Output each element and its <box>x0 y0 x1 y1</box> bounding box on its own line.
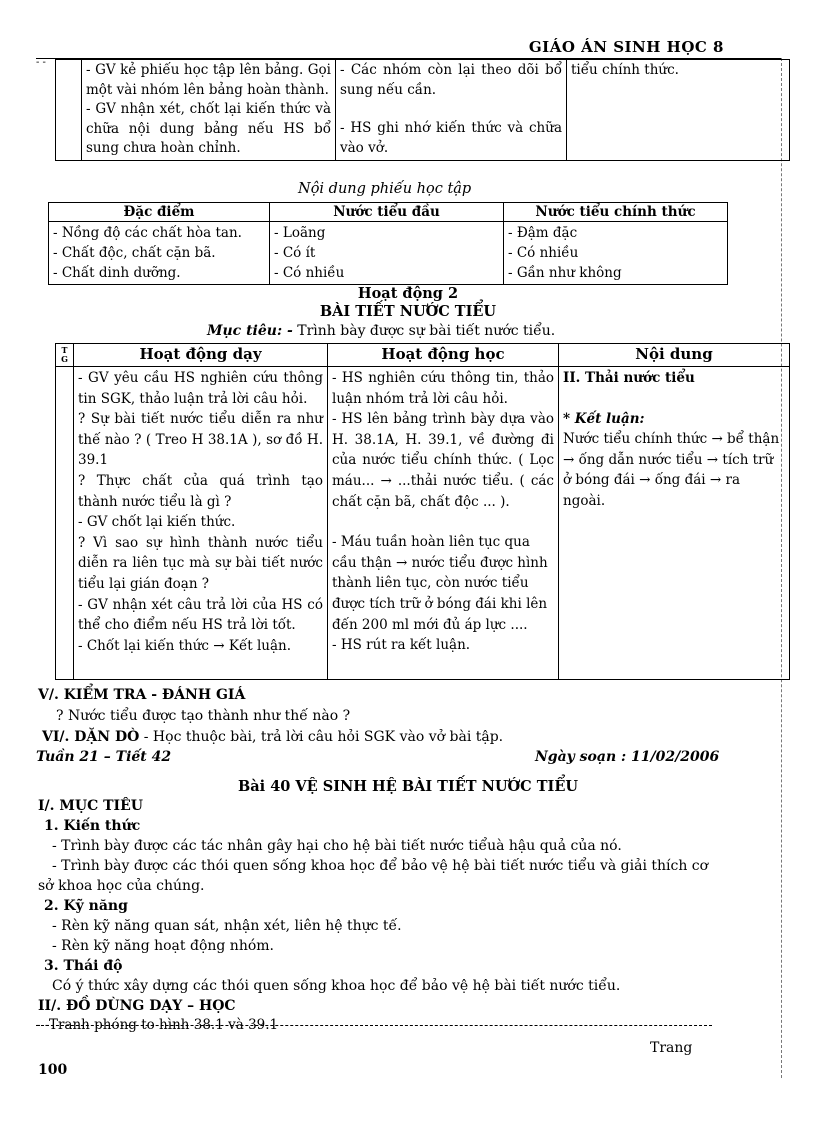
knowledge-item: - Trình bày được các tác nhân gây hại cho hệ bài tiết nước tiểuà hậu quả của nó. <box>52 838 622 854</box>
column-header: Hoạt động dạy <box>74 344 328 367</box>
tg-cell <box>56 367 74 680</box>
knowledge-item-cont: sở khoa học của chúng. <box>38 878 205 894</box>
teacher-cell <box>82 60 336 161</box>
teacher-step: - GV chốt lại kiến thức. <box>78 514 236 531</box>
skills-heading: 2. Kỹ năng <box>44 898 128 914</box>
teacher-activities <box>74 367 328 680</box>
worksheet-header: Nước tiểu chính thức <box>504 203 728 222</box>
student-step: - HS ghi nhớ kiến thức và chữa vào vở. <box>340 120 562 156</box>
section-objectives-title: I/. MỤC TIÊU <box>38 798 143 814</box>
teacher-question: ? Thực chất của quá trình tạo thành nước tiểu là gì ? <box>78 472 323 510</box>
student-step: - HS lên bảng trình bày dựa vào H. 38.1A, H. 39.1, về đường đi của nước tiểu chính thức. ( Lọc máu... → ...thải nước tiểu. ( các chất cặn bã, chất độc ... ). <box>332 411 554 510</box>
knowledge-item: - Trình bày được các thói quen sống khoa học để bảo vệ hệ bài tiết nước tiểu và giải thích cơ <box>52 858 709 874</box>
worksheet-cell: - Có ít <box>274 245 316 261</box>
tg-cell <box>56 60 82 161</box>
teacher-step: - GV yêu cầu HS nghiên cứu thông tin SGK, thảo luận trả lời câu hỏi. <box>78 370 323 407</box>
continuation-table <box>55 59 790 161</box>
teacher-step: - GV nhận xét, chốt lại kiến thức và chữa nội dung bảng nếu HS bổ sung chưa hoàn chỉnh. <box>86 101 331 156</box>
objective-label: Mục tiêu: - <box>207 323 293 339</box>
objective-text: Trình bày được sự bài tiết nước tiểu. <box>297 323 556 339</box>
week-label: Tuần 21 – Tiết 42 <box>36 749 172 765</box>
worksheet-cell: - Loãng <box>274 225 326 241</box>
section-check-title: V/. KIỂM TRA - ĐÁNH GIÁ <box>38 687 246 703</box>
activity-table <box>55 343 790 680</box>
worksheet-col-final <box>504 222 728 285</box>
worksheet-table <box>48 202 728 285</box>
lesson-title: Bài 40 VỆ SINH HỆ BÀI TIẾT NƯỚC TIỂU <box>237 778 579 795</box>
tg-letter: G <box>61 354 68 364</box>
teacher-step: - Chốt lại kiến thức → Kết luận. <box>78 637 292 654</box>
footer-trang: Trang <box>650 1040 693 1056</box>
teacher-question: ? Sự bài tiết nước tiểu diễn ra như thế nào ? ( Treo H 38.1A ), sơ đồ H. 39.1 <box>78 411 323 469</box>
teacher-step: - GV kẻ phiếu học tập lên bảng. Gọi một vài nhóm lên bảng hoàn thành. <box>86 62 331 98</box>
content-title: II. Thải nước tiểu <box>563 370 695 386</box>
page-number: 100 <box>38 1062 68 1078</box>
student-activities <box>328 367 559 680</box>
student-step: - Các nhóm còn lại theo dõi bổ sung nếu cần. <box>340 62 562 98</box>
conclusion-label: * Kết luận: <box>563 410 645 427</box>
worksheet-col-features <box>49 222 270 285</box>
worksheet-cell: - Chất độc, chất cặn bã. <box>53 245 216 261</box>
worksheet-header: Đặc điểm <box>49 203 270 222</box>
section-homework-title: VI/. DẶN DÒ <box>42 729 140 745</box>
footer-dashed-rule <box>36 1025 712 1026</box>
teacher-step: - GV nhận xét câu trả lời của HS có thể cho điểm nếu HS trả lời tốt. <box>78 596 323 634</box>
teacher-question: ? Vì sao sự hình thành nước tiểu diễn ra liên tục mà sự bài tiết nước tiểu lại gián đoạn ? <box>78 534 323 592</box>
section-materials-title: II/. ĐỒ DÙNG DẠY – HỌC <box>38 998 236 1014</box>
activity-title: BÀI TIẾT NƯỚC TIỂU <box>319 303 497 320</box>
content-column <box>559 367 790 680</box>
attitude-text: Có ý thức xây dựng các thói quen sống khoa học để bảo vệ hệ bài tiết nước tiểu. <box>52 978 621 994</box>
column-header: Nội dung <box>559 344 790 367</box>
worksheet-header: Nước tiểu đầu <box>270 203 504 222</box>
column-header: Hoạt động học <box>328 344 559 367</box>
page-header-title: GIÁO ÁN SINH HỌC 8 <box>528 38 724 56</box>
check-question: ? Nước tiểu được tạo thành như thế nào ? <box>56 708 351 724</box>
content-cell: tiểu chính thức. <box>567 60 790 161</box>
activity-label: Hoạt động 2 <box>357 285 459 302</box>
knowledge-heading: 1. Kiến thức <box>44 818 141 834</box>
homework-line <box>42 729 503 745</box>
worksheet-cell: - Đậm đặc <box>508 225 578 241</box>
skill-item: - Rèn kỹ năng hoạt động nhóm. <box>52 938 274 954</box>
student-step: - HS rút ra kết luận. <box>332 637 471 654</box>
worksheet-cell: - Có nhiều <box>508 245 579 261</box>
worksheet-cell: - Nồng độ các chất hòa tan. <box>53 225 242 241</box>
student-step: - Máu tuần hoàn liên tục qua cầu thận → nước tiểu được hình thành liên tục, còn nước tiểu được tích trữ ở bóng đái khi lên đến 200 ml mới đủ áp lực .... <box>332 534 548 633</box>
attitude-heading: 3. Thái độ <box>44 958 123 974</box>
homework-text: - Học thuộc bài, trả lời câu hỏi SGK vào vở bài tập. <box>143 729 504 745</box>
student-step: - HS nghiên cứu thông tin, thảo luận nhóm trả lời câu hỏi. <box>332 370 554 407</box>
skill-item: - Rèn kỹ năng quan sát, nhận xét, liên hệ thực tế. <box>52 918 402 934</box>
worksheet-caption: Nội dung phiếu học tập <box>298 181 472 197</box>
activity-objective <box>207 323 555 339</box>
materials-item: - -Tranh phóng to hình 38.1 và 39.1 <box>36 1017 279 1033</box>
tg-letter: T <box>61 345 68 355</box>
student-cell <box>336 60 567 161</box>
worksheet-cell: - Gần như không <box>508 265 622 281</box>
worksheet-cell: - Chất dinh dưỡng. <box>53 265 181 281</box>
worksheet-cell: - Có nhiều <box>274 265 345 281</box>
conclusion-text: Nước tiểu chính thức → bể thận → ống dẫn nước tiểu → tích trữ ở bóng đái → ống đái → ra ngoài. <box>563 431 780 509</box>
left-margin-mark: - - <box>36 57 46 68</box>
worksheet-col-initial <box>270 222 504 285</box>
tg-header <box>56 344 74 367</box>
date-label: Ngày soạn : 11/02/2006 <box>535 749 720 765</box>
